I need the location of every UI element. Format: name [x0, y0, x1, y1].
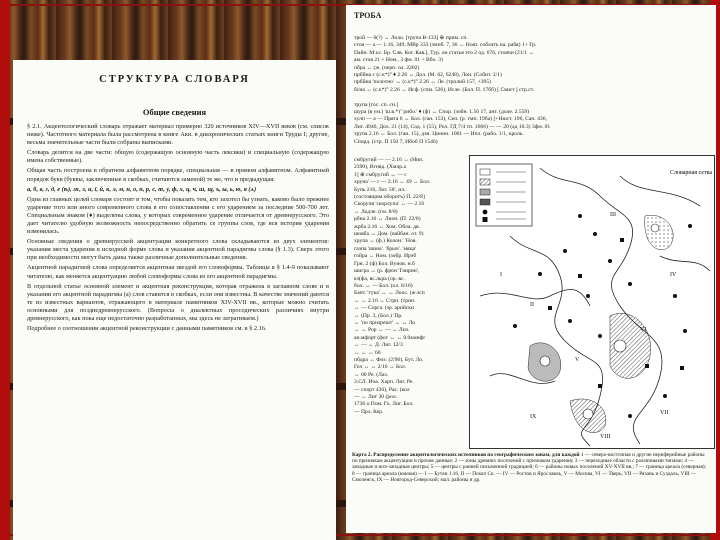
dictionary-entry-line: рбна 2.16 ↔ Лион. (П. 22/8)	[354, 216, 421, 223]
left-document-page	[13, 60, 336, 540]
dictionary-entry-line: хулп — а — Пряга 6 ↔ Бол. (ган. 153), Сеп. (р. тмп. 19ба) [+Нюст. 196, Сап. 436,	[354, 116, 547, 123]
dictionary-entry-line: 1] ⊕ смбругий ↔ — с	[354, 171, 407, 178]
dictionary-entry-line: пбдра ↔ Фоз. (2/96), Бут. Ло.	[354, 356, 424, 363]
left-red-rail	[0, 0, 10, 540]
map-region-label: II	[530, 302, 534, 308]
dictionary-entry-line: пбра ↔ (ж. (перп. ол. 2202)	[354, 64, 420, 71]
map-region-label: V	[575, 357, 580, 363]
alphabet-line: а, б, в, г, д, е (ѣ), ж, з, и, ї, й, к, л, м, н, о, п, р, с, т, у, ф, х, ц, ч, ш, щ, ъ, ы, ь, ю, я (ѧ)	[27, 185, 257, 193]
dictionary-entry-line: 1736 о Пом. Го. Лиг. Бол.	[354, 401, 414, 408]
map-caption	[352, 452, 710, 483]
dictionary-entry-line: жрба 2.16 ↔ Хом. Обла. дв.	[354, 223, 420, 230]
dictionary-entry-line: ↔ 00 Ре. (Лаз.	[354, 371, 389, 378]
dictionary-entry-line: Пайн. М.ъс. Бр. Слв. Ког. Кав.], Тур. он статья это 2 од. 676, стоячи (21/1 ↔	[354, 49, 534, 56]
dictionary-entry-line: трупа [гос. сп. сн.]	[354, 101, 399, 108]
dictionary-entry-line: (состоящим оборотъ) П. 22/8]	[354, 194, 425, 201]
map-region-label: VIII	[600, 434, 611, 440]
dictionary-entry-line: ↔ Лодле. (гм. 8/8)	[354, 208, 398, 215]
map-drawing	[470, 156, 714, 448]
dictionary-entry-line: ↔ ↔ Рор ↔ — ↔ Лиз.	[354, 327, 410, 334]
dictionary-entry-line: стоя — а — 1.16, 349, МВр 333 (эмпб. 7, 36 ↔ Ноят. соблатъ на. рабя) 1+ Гр.	[354, 42, 537, 49]
paragraph: Одна из главных целей словаря состоит в том, чтобы показать тем, кто захотел бы узнать, каково было прежнее ударение того или иного современного слова в его сопоставлении с его ударением за последние 500-700 лет. Специальным знаком (♦) выделены слова, у которых современное ударение отличается от древнерусского. Это дает читателю удобную возможность непосредственно обратить се группы слов, где вся история ударения изменилась.	[27, 195, 329, 236]
dictionary-entry-line: Спорд. (стр. П 150 7, Ибоб П 1546)	[354, 138, 438, 145]
dictionary-entry-line: Бупь 216, Лог. 58', ил.	[354, 186, 406, 193]
dictionary-entry-line: ан.мфорт (фог ↔ ↔ 0.0кмнфг	[354, 334, 426, 341]
dictionary-entry-line: 2390), Вгнвд. (Хмлр.а	[354, 164, 406, 171]
map-region-label: IV	[670, 272, 677, 278]
dictionary-entry-line: — Прэ. Кер.	[354, 408, 384, 415]
dictionary-entry-line: ↔ — ↔ Д. Лиг. 12/3	[354, 342, 403, 349]
paragraph: Подробнее о соотношении акцентной реконструкции с данными памятников см. в § 2.16.	[27, 325, 267, 333]
dictionary-entry-line: ↔ 'по призрешт' ↔ ↔ Ло	[354, 319, 416, 326]
caption-text: 1 — северо-восточная и другие периферийные районы по признакам акцентуации и прочие данные; 2 — зоны древних поселений с признаком ударения; 3 — переходные области с различными типами; 4 — западные и юго-западные центры; 5 — центры с ранней письменной традицией; 6 — районы новых поселений XV-XVII вв.; 7 — граница ареала (северная); 8 — граница ареала (южная) — I — Бутан 1.16, II — Пскоп Ск. — IV — Ростов и Ярославль, V — Москва, VI — Тверь, VII — Рязань и Суздаль, VIII — Смоленск, IX — Новгород-Северский; мал. районы и др.	[352, 452, 707, 483]
dictionary-entry-line: хрупа ↔ (ф.) Колон.' 'Нов.	[354, 238, 417, 245]
dictionary-entry-line: бсна ↔ (с.к*)° 2.26 ↔ Исф. (спм. 526), Исле. (Бол. П. 17бб) [ Свист.] стр.ст.	[354, 86, 535, 93]
map-region-label: III	[610, 212, 616, 218]
paragraph: Общая часть построена в обратном алфавитном порядке, специальная — в прямом алфавитном. Алфавитный порядок букв (буквы, заключенные в скобках, считаются заменой) те же, что и предыдущая:	[27, 167, 329, 183]
paragraph: Акцентной парадигмой слова определяется акцентная звездой его словоформы. Таблицы в § 1.4-9 показывают читателю, как меняется акцентуацию любой словоформы слова из его акцентной парадигмы.	[27, 264, 329, 280]
section-subtitle: Общие сведения	[142, 107, 207, 117]
dictionary-entry-line: Бапт. 'тука' ↔ ↔ Лоос. (ж.эсп	[354, 290, 425, 297]
page-title: СТРУКТУРА СЛОВАРЯ	[99, 74, 250, 85]
dictionary-entry-line: смбругий — — 2.16 ↔ (Нип.	[354, 157, 424, 163]
dictionary-entry-line: шигра ↔ (р. фрон 'Ганрин',	[354, 268, 420, 275]
caption-title: Карта 2. Распределение акцентологических источников по географическим зонам, для каждой	[352, 452, 580, 458]
dictionary-entry-line: 3.СЛ. Ича. Харп. Лиг. Ре.	[354, 379, 414, 386]
running-head: ТРОБА	[354, 11, 382, 20]
dictionary-entry-line: ↔ ↔ ↔ 60	[354, 349, 381, 356]
map-region-label: IX	[530, 414, 537, 420]
map-city-circles	[540, 224, 659, 419]
dictionary-entry-line	[354, 94, 709, 101]
dictionary-entry-line: ↔ (Пр. 3, (Бол.) 'Пр.	[354, 312, 403, 319]
right-document-page	[346, 5, 716, 533]
paragraph: Словарь делится на две части: общую (содержащую основную часть лексики) и специальную (содержащую имена собственные).	[27, 149, 329, 165]
dictionary-entry-line: шовба ↔ Дом. (вайбан. от. 9)	[354, 231, 424, 238]
dictionary-entry-line: ам. стоя 21 + Ном., 3 фм. 01 + Вбо. 3)	[354, 57, 443, 64]
paragraph: Основные сведения о древнерусской акцентуации конкретного слова складываются из двух элементов: указания места ударения в исходной форме слова и указания акцентной парадигмы слова (§ 1.3). Сверх этого при необходимости могут быть даны также различные дополнительные сведения.	[27, 238, 329, 262]
dictionary-entry-line: трой — 6(?) ↔ Лоло. [трупа В-133] ⊕ прим. сп.	[354, 35, 468, 41]
dictionary-entry-line: Лиг. 4946, Дол. 21 (14), Сод. 1 (55), Рол. ГД 7/4 тп. 1666) — — 20 (ад 10.3) 3фм. 01	[354, 123, 551, 130]
dictionary-entry-line: — спорт 426), Рас. (кол	[354, 386, 410, 393]
dictionary-entry-line: — ↔ Лиг 30 (рол.	[354, 394, 398, 400]
dictionary-entries-top	[354, 35, 709, 146]
dictionary-entry-line: хруна' — г — 2.16 ↔ 49 ↔ Бол.	[354, 179, 431, 186]
map-shaded-zones	[528, 215, 673, 432]
dictionary-entry-line: ↔ — Сорга. (зр. арийски	[354, 305, 415, 312]
dictionary-entry-line: Грн. 2 (ф) Бол. Вунов. н.б	[354, 260, 415, 267]
dictionary-entry-line: Гол ↔ ↔ 2/16 ↔ Бол.	[354, 364, 407, 371]
map-region-label: I	[500, 272, 502, 278]
dictionary-entry-line: шура (в ум.) 'ш.в.*)' 'рибо.' ♦ (ф) ↔ Спор. (зобн. 1.56 17, ант. (доле. 2.559)	[354, 109, 530, 116]
dictionary-entry-line: прбйна с (с.к*)° ♦ 2.26 ↔ Дол. (М. 62, 6248), Лон. (Собит. 2/1)	[354, 72, 502, 79]
map-region-label: VII	[660, 410, 669, 416]
dictionary-entry-line: Скорупя 'скорлупа' ↔ — 2.16	[354, 201, 425, 208]
map-region-label: VI	[640, 327, 647, 333]
paragraph: В отдельной статье основной элемент и акцентная реконструкция, которая отражена в заглавном слове и в указании его акцентной парадигмы (а) слов ставится в скобках, если они известны. В качестве значений даются те из известных вариантов, отражающего в материале памятников XIV-XVII вв., которые можно считать основными для позднедревнерусского. (Вопросы о диалектных просодических различиях внутри древнерусского, как пока еще недостаточно разработанных, мы здесь не затрагиваем.)	[27, 282, 329, 322]
dictionary-entry-line: гойра ↔ Ном. (зобр. Ирэб	[354, 253, 417, 260]
dictionary-entry-line: газпа 'шина'. 'брыч'. 'мяца'	[354, 245, 417, 252]
dictionary-entry-line: кз(фа, вс.льра (ор. вс.	[354, 275, 405, 282]
dictionary-entry-line: бол. ↔ — Бол. (ол. 6/16)	[354, 282, 413, 289]
dialect-map	[469, 155, 715, 449]
dictionary-entry-line: прбйна 'полотно' ↔ (с.к*)° 2.26 ↔ Ле. (тролий 157, +395)	[354, 79, 492, 86]
dictionary-entry-line: ↔ ↔ 2.16 ↔ Стрп. (трип.	[354, 297, 416, 304]
dictionary-entry-line: трупа 2.16 ↔ Бол. (ган. 15), дзн. Цинин. 1001 — Ипл. (рабо. 1/1, кроль.	[354, 131, 524, 138]
map-title: Словарная сетка	[670, 170, 713, 176]
paragraph: § 2.1. Акцентологический словарь отражает материал примерно 320 источников XIV—XVII веков (см. список ниже). Частотного материала была рассмотрена в книге Аки. в диахронических статьях книги Труды I; другие, весьма значительные части были собраны выписками.	[27, 123, 329, 147]
